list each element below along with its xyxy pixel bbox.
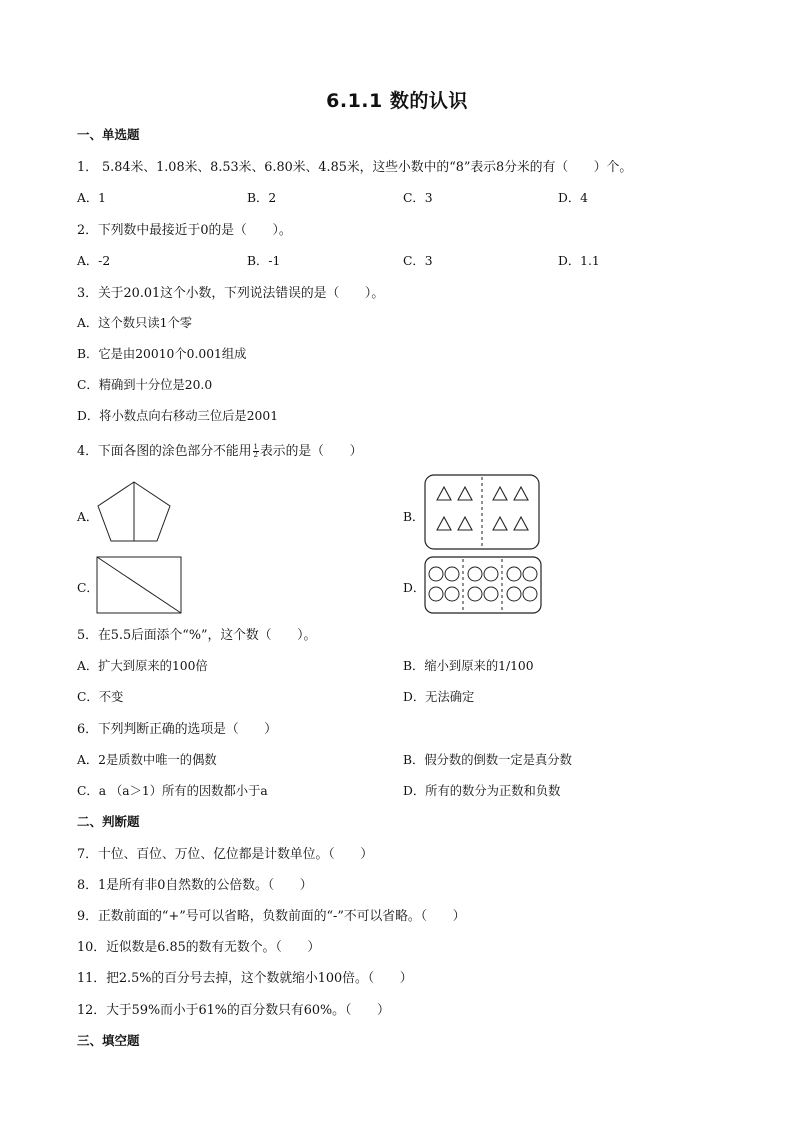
q5-option-d[interactable]: D．无法确定	[403, 690, 475, 704]
section-heading-true-false: 二、判断题	[77, 814, 140, 829]
q3-option-c[interactable]: C．精确到十分位是20.0	[77, 378, 213, 392]
q5-option-c[interactable]: C．不变	[77, 690, 124, 704]
fraction-denominator: 2	[253, 451, 258, 459]
one-half-fraction	[253, 444, 259, 459]
q2-option-c[interactable]: C．3	[403, 254, 433, 268]
q2-option-a[interactable]: A．-2	[77, 254, 111, 268]
q4-option-a[interactable]: A．	[77, 510, 99, 524]
question-2: 2．下列数中最接近于0的是（ ）。	[77, 223, 292, 238]
question-4	[77, 440, 362, 459]
triangles-figure	[424, 474, 540, 550]
question-8: 8．1是所有非0自然数的公倍数。（ ）	[77, 878, 313, 893]
question-5: 5．在5.5后面添个“%”，这个数（ ）。	[77, 628, 317, 643]
q4-option-b[interactable]: B．	[403, 510, 425, 524]
q3-option-a[interactable]: A．这个数只读1个零	[77, 316, 193, 330]
fraction-numerator: 1	[253, 443, 258, 451]
question-6: 6．下列判断正确的选项是（ ）	[77, 722, 278, 737]
q6-option-b[interactable]: B．假分数的倒数一定是真分数	[403, 753, 572, 767]
question-3: 3．关于20.01这个小数，下列说法错误的是（ ）。	[77, 286, 385, 301]
question-12: 12．大于59%而小于61%的百分数只有60%。（ ）	[77, 1003, 390, 1018]
q5-option-b[interactable]: B．缩小到原来的1/100	[403, 659, 534, 673]
question-10: 10．近似数是6.85的数有无数个。（ ）	[77, 940, 321, 955]
pentagon-figure	[95, 480, 173, 544]
q1-option-c[interactable]: C．3	[403, 191, 433, 205]
q4-text-after: 表示的是（ ）	[259, 444, 363, 459]
q1-option-a[interactable]: A．1	[77, 191, 107, 205]
q4-option-d[interactable]: D．	[403, 581, 426, 595]
question-9: 9．正数前面的“+”号可以省略，负数前面的“-”不可以省略。（ ）	[77, 909, 466, 924]
circles-figure	[424, 556, 542, 614]
q4-option-c[interactable]: C．	[77, 581, 99, 595]
q2-option-b[interactable]: B．-1	[247, 254, 281, 268]
q3-option-b[interactable]: B．它是由20010个0.001组成	[77, 347, 247, 361]
rectangle-diagonal-figure	[96, 556, 182, 614]
q4-text-before: 4．下面各图的涂色部分不能用	[77, 444, 252, 459]
q1-option-d[interactable]: D．4	[558, 191, 588, 205]
q5-option-a[interactable]: A．扩大到原来的100倍	[77, 659, 208, 673]
q3-option-d[interactable]: D．将小数点向右移动三位后是2001	[77, 409, 279, 423]
q6-option-c[interactable]: C．a （a＞1）所有的因数都小于a	[77, 784, 268, 798]
q1-option-b[interactable]: B．2	[247, 191, 277, 205]
q6-option-a[interactable]: A．2是质数中唯一的偶数	[77, 753, 217, 767]
question-7: 7．十位、百位、万位、亿位都是计数单位。（ ）	[77, 847, 374, 862]
section-heading-single-choice: 一、单选题	[77, 127, 140, 142]
q2-option-d[interactable]: D．1.1	[558, 254, 600, 268]
question-1: 1． 5.84米、1.08米、8.53米、6.80米、4.85米，这些小数中的“8”表示8分米的有（ ）个。	[77, 160, 633, 175]
q6-option-d[interactable]: D．所有的数分为正数和负数	[403, 784, 561, 798]
question-11: 11．把2.5%的百分号去掉，这个数就缩小100倍。（ ）	[77, 971, 413, 986]
page-title: 6.1.1 数的认识	[326, 90, 468, 112]
section-heading-fill-in: 三、填空题	[77, 1033, 140, 1048]
